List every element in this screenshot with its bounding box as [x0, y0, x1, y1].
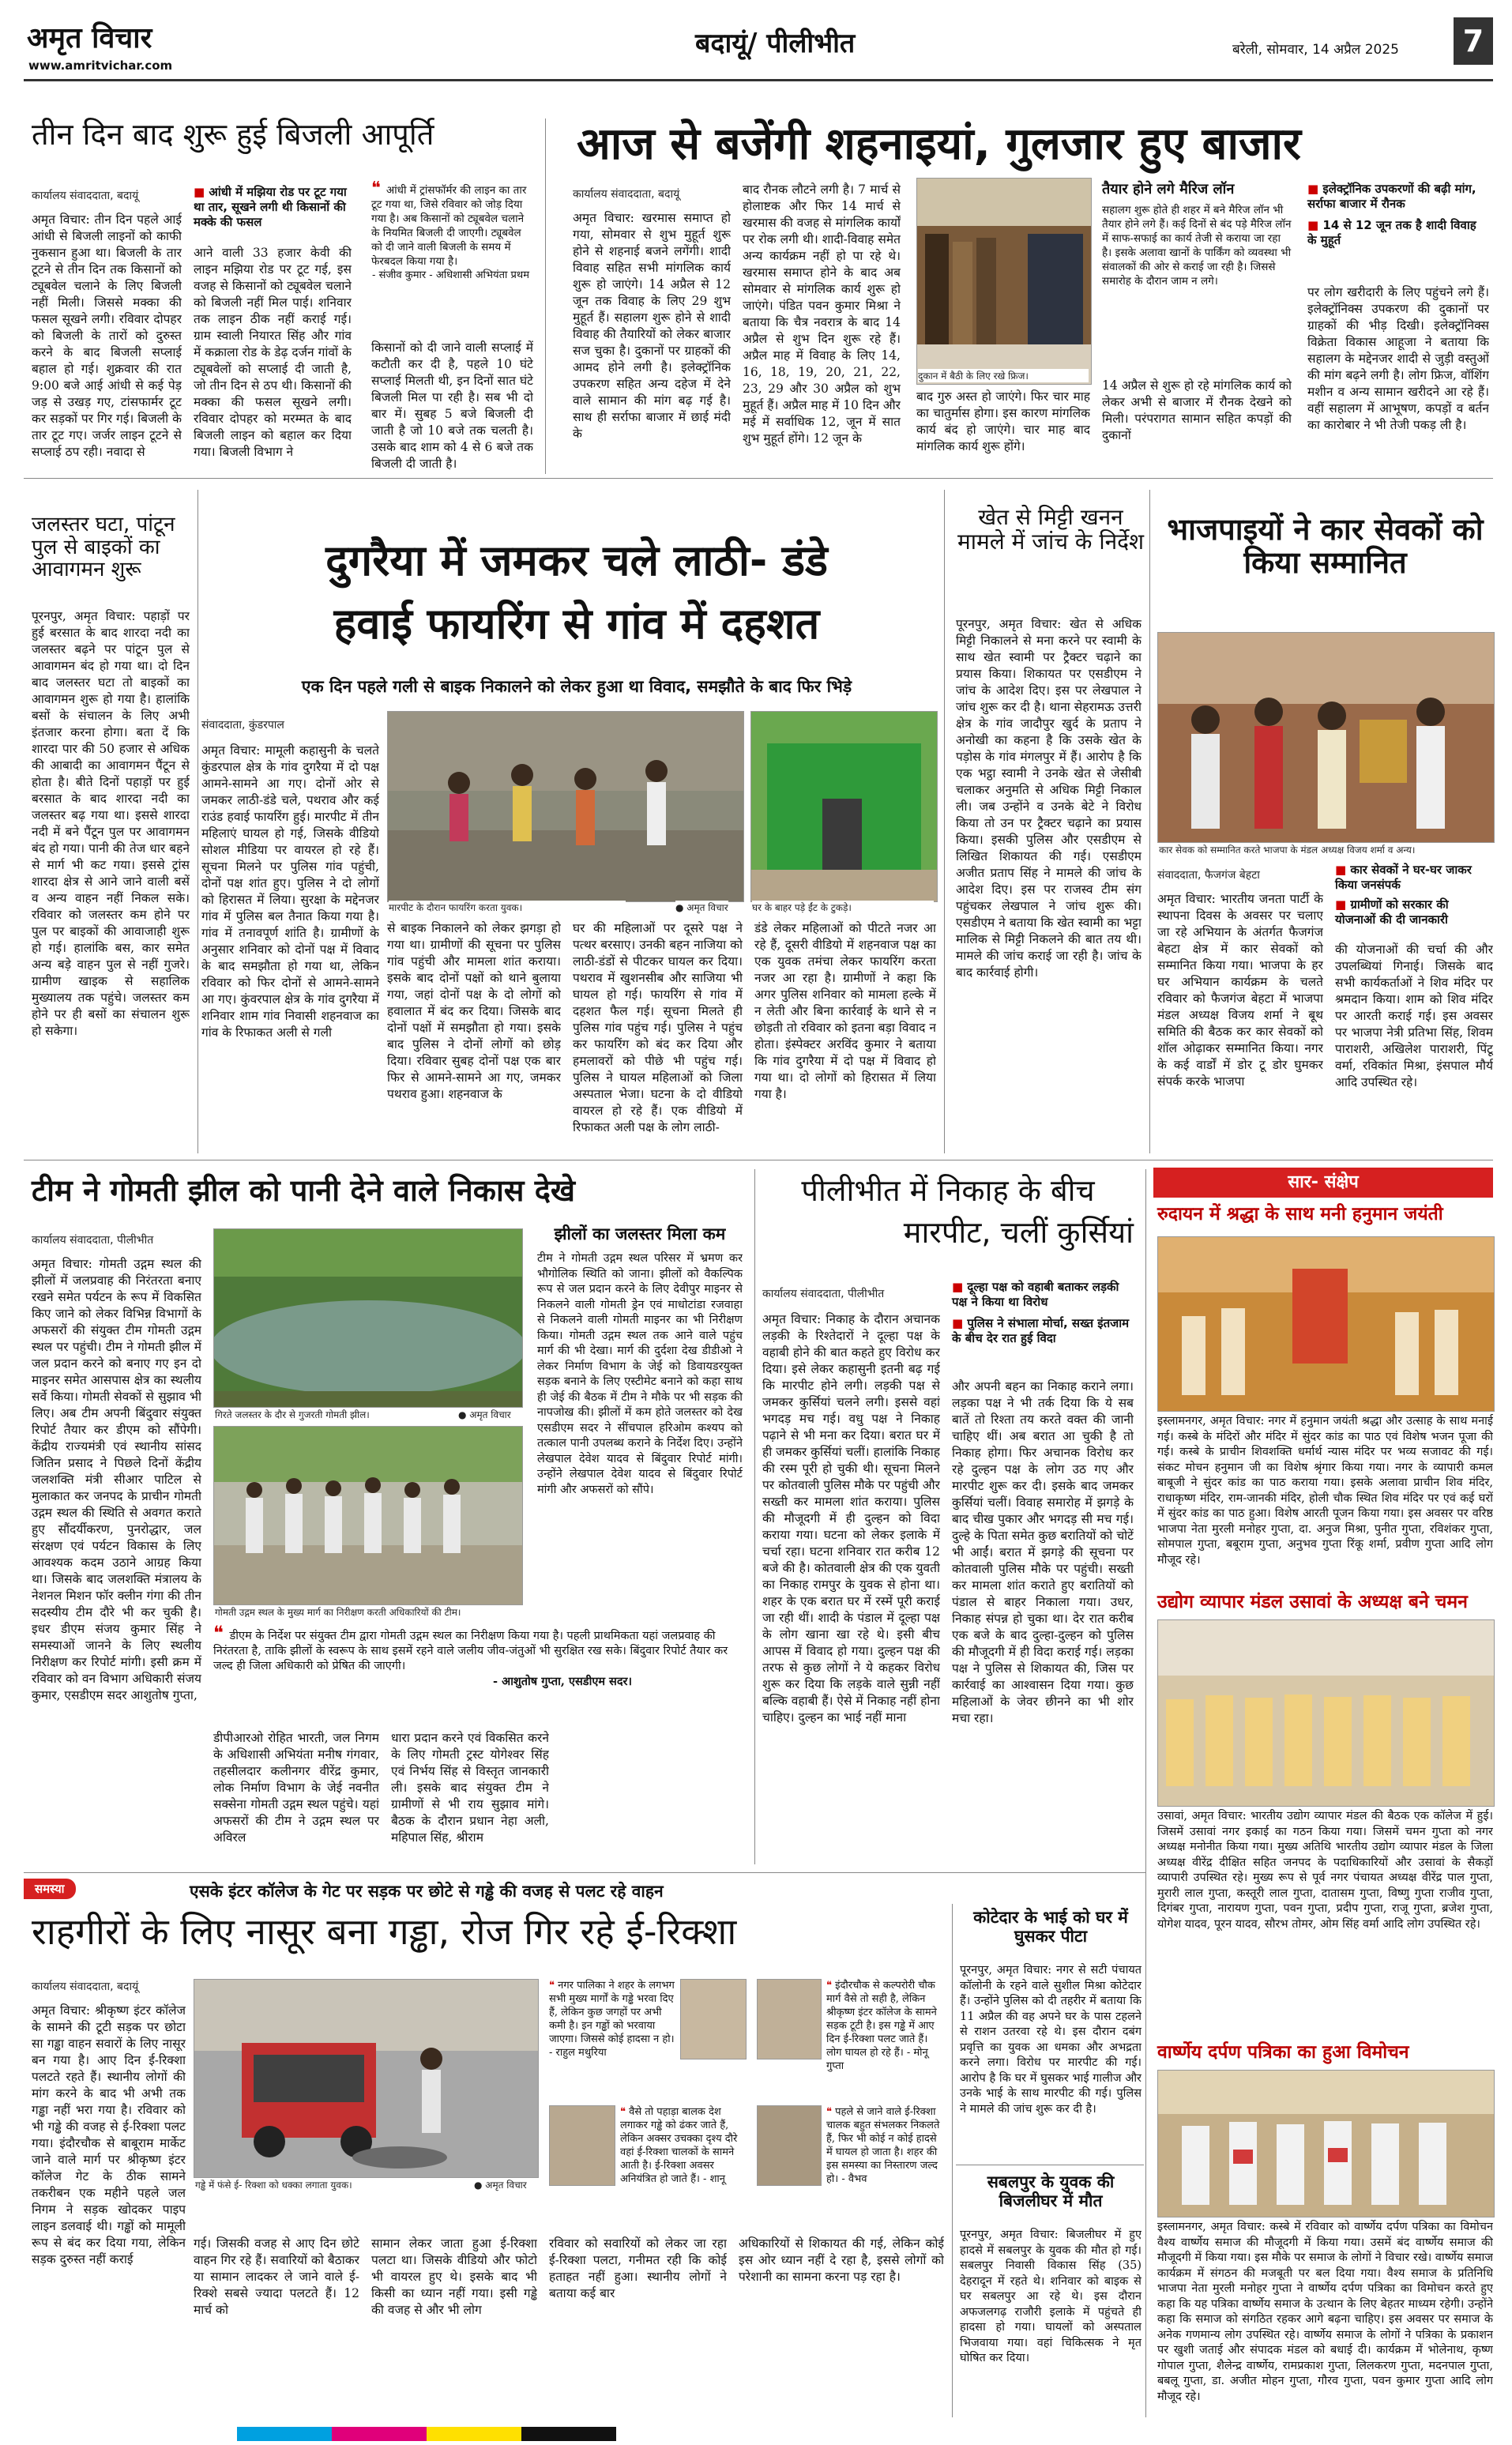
a6-photo-felicitation — [1157, 632, 1495, 843]
avatar — [757, 2105, 822, 2186]
a2-col1: अमृत विचार: खरमास समाप्त हो गया, सोमवार से शुभ मुहूर्त शुरू होने से शहनाई बजने लगेंगी। शादी विवाह सहित सभी मांगलिक कार्य शुरू हो जाएंगे। 14 अप्रैल से 12 जून तक विवाह के लिए 29 शुभ मुहूर्त हैं। सहालग शुरू होने से शादी विवाह की तैयारियों को लेकर बाजार सज चुका है। दुकानों पर ग्राहकों की आमद होने लगी है। इलेक्ट्रॉनिक उपकरण सहित अन्य दहेज में देने वाले सामान की मांग बढ़ गई है। साथ ही सर्राफा बाजार में छाई मंदी के — [573, 211, 731, 441]
a6-headline: भाजपाइयों ने कार सेवकों को किया सम्मानित — [1167, 512, 1484, 580]
a8-col1: अमृत विचार: निकाह के दौरान अचानक लड़की के रिश्तेदारों ने दूल्हा पक्ष के वहाबी होने की बात कहते हुए विरोध कर दिया। इसे लेकर कहासुनी इतनी बढ़ गई कि मारपीट होने लगी। लड़की पक्ष से जमकर कुर्सियां चलने लगी। इससे वहां भगदड़ मच गई। वधु पक्ष ने निकाह पढ़ाने से भी मना कर दिया। बरात घर में ही जमकर कुर्सियां चलीं। हालांकि निकाह की रस्म पूरी हो चुकी थी। सूचना मिलने पर कोतवाली पुलिस मौके पर पहुंची और सख्ती कर मामला शांत कराया। पुलिस की मौजूदगी में ही दुल्हन को विदा कराया गया। घटना को लेकर इलाके में चर्चा रहा। घटना शनिवार रात करीब 12 बजे की है। कोतवाली क्षेत्र की एक युवती का निकाह रामपुर के युवक से होना था। शहर के एक बरात घर में रस्में पूरी कराई जा रही थीं। शादी के पंडाल में दूल्हा पक्ष के लोग खाना खा रहे थे। इसी बीच आपस में विवाद हो गया। दुल्हन पक्ष की तरफ से कुछ लोगों ने ये कहकर विरोध शुरू कर दिया कि लड़के वाले सुन्नी नहीं बल्कि वहाबी हैं। ऐसे में निकाह नहीं होना चाहिए। दुल्हन का भाई नहीं माना — [762, 1312, 940, 1725]
a2-photo-shop — [916, 178, 1092, 385]
a8-col2: और अपनी बहन का निकाह कराने लगा। लड़का पक्ष ने भी तर्क दिया कि ये सब बातें तो रिश्ता तय करते वक्त की जानी चाहिए थीं। अब बरात आ चुकी है तो निकाह होगा। फिर अचानक विरोध कर रहे दुल्हन पक्ष के लोग उठ गए और मारपीट शुरू कर दी। इसके बाद जमकर कुर्सियां चलीं। विवाह समारोह में झगड़े के बाद चीख पुकार और भगदड़ सी मच गई। दुल्हे के पिता समेत कुछ बरातियों को चोटें भी आईं। बरात में झगड़े की सूचना पर कोतवाली पुलिस मौके पर पहुंची। सख्ती कर मामला शांत कराते हुए बरातियों को पंडाल से बाहर निकाला गया। उधर, निकाह संपन्न हो चुका था। देर रात करीब एक बजे के बाद दुल्हा-दुल्हन को पुलिस की मौजूदगी में ही विदा कराई गई। लड़का पक्ष ने पुलिस से शिकायत की, जिस पर कार्रवाई का आश्वासन दिया गया। कुछ महिलाओं के जेवर छीनने का भी शोर मचा रहा। — [952, 1379, 1134, 1725]
a4-headline-2: हवाई फायरिंग से गांव में दहशत — [333, 599, 820, 649]
sidebar-news1-head: रुदायन में श्रद्धा के साथ मनी हनुमान जयंती — [1157, 1204, 1443, 1224]
color-bar-magenta — [332, 2427, 427, 2441]
a3-col1: पूरनपुर, अमृत विचार: पहाड़ों पर हुई बरसात के बाद शारदा नदी का जलस्तर बढ़ने पर पांटून पुल से आवागमन बंद हो गया था। दो दिन बाद जलस्तर घटा तो बाइकों का आवागमन शुरू हो गया है। हालांकि बसों के संचालन के लिए अभी इंतजार करना होगा। बता दें कि शारदा पार की 50 हजार से अधिक की आबादी का आवागमन पैंटून से होता है। बीते दिनों पहाड़ों पर हुई बरसात के बाद शारदा नदी का जलस्तर बढ़ गया था। इससे शारदा नदी में बने पैंटून पुल पर आवागमन बंद हो गया। पानी की तेज धार बहने से मार्ग भी कट गया। इससे ट्रांस शारदा क्षेत्र से आने जाने वाली बसें व अन्य वाहन नहीं निकल सके। रविवार को जलस्तर कम होने पर पुल पर बाइकों की आवाजाही शुरू हो गई। हालांकि बस, कार समेत अन्य बड़े वाहन पुल से नहीं गुजरे। ग्रामीण खाइक से सहालिक मुख्यालय तक पहुंचे। जलस्तर कम होने पर ही बसों का संचालन शुरू हो सकेगा। — [32, 609, 190, 1038]
sidebar-news3-head: वार्ष्णेय दर्पण पत्रिका का हुआ विमोचन — [1157, 2042, 1409, 2063]
a4-subhead: एक दिन पहले गली से बाइक निकालने को लेकर हुआ था विवाद, समझौते के बाद फिर भिड़े — [301, 677, 852, 696]
street-fight-image — [388, 712, 743, 901]
a2-box-text: सहालग शुरू होते ही शहर में बने मैरिज लॉन भी तैयार होने लगे हैं। कई दिनों से बंद पड़े मैरिज लॉन में साफ-सफाई का कार्य तेजी से कराया जा रहा है। इसके अलावा खानों के पार्किंग को व्यवस्था भी संवालकों की ओर से कराई जा रही है। जिससे समारोह के दौरान जाम न लगे। — [1102, 203, 1292, 288]
a2-col2: बाद रौनक लौटने लगी है। 7 मार्च से होलाष्टक और फिर 14 मार्च से खरमास की वजह से मांगलिक कार्यों पर रोक लगी थी। शादी-विवाह समेत अन्य कार्यक्रम नहीं हो पा रहे थे। खरमास समाप्त होने के बाद अब सोमवार से मांगलिक कार्य शुरू हो जाएंगे। पंडित पवन कुमार मिश्रा ने बताया कि चैत्र नवरात्र के बाद 14 अप्रैल से शुभ दिन शुरू रहे हैं। अप्रैल माह में विवाह के लिए 14, 16, 18, 19, 20, 21, 22, 23, 29 और 30 अप्रैल को शुभ मुहूर्त हैं। अप्रैल माह में 10 दिन और मई में सर्वाधिक 12, जून में सात शुभ मुहूर्त होंगे। 12 जून के — [743, 182, 901, 446]
a9-quote-3: ❝ वैसे तो पहाड़ा बालक देश लगाकर गड्ढे को ढंकर जाते हैं, लेकिन अक्सर उचक्का दृश्य दौरे वहां ई-रिक्शा चालकों के सामने आती है। ई-रिक्शा अवसर अनियंत्रित हो जाते हैं। - शानू — [549, 2105, 750, 2224]
a4-col2: से बाइक निकालने को लेकर झगड़ा हो गया था। ग्रामीणों की सूचना पर पुलिस गांव पहुंची और मामला शांत कराया। इसके बाद दोनों पक्षों को थाने बुलाया गया, जहां दोनों पक्ष के दो लोगों को हवालात में बंद कर दिया। जिसके बाद दोनों पक्षों में समझौता हो गया। इसके बाद पुलिस ने दोनों लोगों को छोड़ दिया। रविवार सुबह दोनों पक्ष एक बार फिर से आमने-सामने आ गए, जमकर पथराव हुआ। शहनवाज के — [387, 921, 561, 1101]
a9-photo-pothole — [194, 1979, 539, 2178]
a7-caption-2: गोमती उद्गम स्थल के मुख्य मार्ग का निरीक्षण करती अधिकारियों की टीम। — [215, 1605, 523, 1619]
a1-col3: किसानों को दी जाने वाली सप्लाई में कटौती कर दी है, पहले 10 घंटे सप्लाई मिलती थी, इन दिनों सात घंटे बिजली मिल पा रही है। सब भी दो बार में। सुबह 5 बजे बिजली दी जाती है जो 10 बजे तक चलती है। उसके बाद शाम को 4 से 6 बजे तक बिजली दी जाती है। — [371, 340, 533, 471]
color-bar-cyan — [237, 2427, 332, 2441]
a1-col1: अमृत विचार: तीन दिन पहले आई आंधी से बिजली लाइनों को काफी नुकसान हुआ था। बिजली के तार टूटने से तीन दिन तक किसानों को ट्यूबवेल चलाने के लिए बिजली नहीं मिली। जिससे मक्का की फसल सूखने लगी। रविवार दोपहर को बिजली के तारों को दुरुस्त करने के बाद बिजली सप्लाई बहाल हो गई। शुक्रवार की रात 9:00 बजे आई आंधी से कई पेड़ जड़ से उखड़ गए, टांसफार्मर टूट कर सड़कों पर गिर गई। बिजली के तार टूट गए। जर्जर लाइन टूटने से सप्लाई ठप रही। नवादा से — [32, 213, 182, 459]
a4-photo-house — [750, 711, 938, 902]
a4-caption-1: मारपीट के दौरान फायरिंग करता युवक। — [389, 901, 626, 914]
a8-headline-1: पीलीभीत में निकाह के बीच — [801, 1173, 1095, 1208]
shop-interior-image — [917, 179, 1091, 384]
a3-headline: जलस्तर घटा, पांटून पुल से बाइकों का आवागमन शुरू — [32, 513, 175, 582]
felicitation-image — [1158, 633, 1494, 842]
a7-col3: धारा प्रदान करने एवं विकसित करने के लिए गोमती ट्रस्ट योगेश्वर सिंह एवं निर्भय सिंह से विस्तृत जानकारी ली। इसके बाद संयुक्त टीम ने ग्रामीणों से भी राय सुझाव मांगे। बैठक के दौरान प्रधान नेहा अली, महिपाल सिंह, श्रीराम — [391, 1731, 549, 1845]
a9-headline: राहगीरों के लिए नासूर बना गड्ढा, रोज गिर रहे ई-रिक्शा — [32, 1910, 737, 1953]
sidebar-photo-launch — [1157, 2070, 1495, 2217]
sidebar-news2-text: उसावां, अमृत विचार: भारतीय उद्योग व्यापार मंडल की बैठक एक कॉलेज में हुई। जिसमें उसावां नगर इकाई का गठन किया गया। जिसमें चमन गुप्ता को नगर अध्यक्ष मनोनीत किया गया। मुख्य अतिथि भारतीय उद्योग व्यापार मंडल के जिला अध्यक्ष वीरेंद्र दीक्षित सहित जनपद के पदाधिकारियों और उसावां के सैकड़ों व्यापारी उपस्थित रहे। मुख्य रूप से पूर्व नगर पंचायत अध्यक्ष वीरेंद्र पाल गुप्ता, मुरारी लाल गुप्ता, कस्तूरी लाल गुप्ता, दातासम गुप्ता, विष्णु गुप्ता राजीव गुप्ता, दिगंबर गुप्ता, नारायण गुप्ता, पवन गुप्ता, प्रदीप गुप्ता, राजू गुप्ता, ब्रजेश गुप्ता, योगेश यादव, पूरन यादव, सौरभ तोमर, ओम सिंह वर्मा आदि लोग उपस्थित रहे। — [1157, 1810, 1493, 1931]
avatar — [757, 1979, 822, 2059]
a7-byline: कार्यालय संवाददाता, पीलीभीत — [32, 1234, 154, 1247]
a4-byline: संवाददाता, कुंडरपाल — [201, 719, 284, 732]
a2-headline: आज से बजेंगी शहनाइयां, गुलजार हुए बाजार — [577, 118, 1301, 170]
traders-meeting-image — [1158, 1620, 1494, 1806]
a4-caption-2: घर के बाहर पड़े ईंट के टुकड़े। — [752, 901, 934, 914]
sidebar-band: सार- संक्षेप — [1153, 1168, 1493, 1198]
a8-byline: कार्यालय संवाददाता, पीलीभीत — [762, 1288, 885, 1300]
a7-caption-1: गिरते जलस्तर के दौर से गुजरती गोमती झील। — [215, 1408, 436, 1421]
avatar — [549, 2105, 615, 2186]
a7-quote-by: - आशुतोष गुप्ता, एसडीएम सदर। — [493, 1675, 632, 1688]
logo: अमृत विचार — [27, 22, 152, 55]
a4-caption-1-credit: ● अमृत विचार — [675, 902, 728, 913]
a1-quote-by: - संजीव कुमार - अधिशासी अभियंता प्रथम — [372, 269, 529, 281]
a6-col1: अमृत विचार: भारतीय जनता पार्टी के स्थापना दिवस के अवसर पर चलाए जा रहे अभियान के अंतर्गत फैजगंज बेहटा क्षेत्र में कार सेवकों को सम्मानित किया गया। भाजपा के हर घर अभियान कार्यक्रम के चलते रविवार को फैजगंज बेहटा में भाजपा मंडल अध्यक्ष विजय शर्मा ने बूथ समिति की बैठक कर कार सेवकों को शॉल ओढ़ाकर सम्मानित किया। नगर के कई वार्डों में डोर टू डोर घुमकर संपर्क करके भाजपा — [1157, 892, 1323, 1089]
sidebar-news3-text: इस्लामनगर, अमृत विचार: कस्बे में रविवार को वार्ष्णेय दर्पण पत्रिका का विमोचन वैश्य वार्ष्णेय समाज की मौजूदगी में किया गया। उसमें बंद वार्ष्णेय समाज की मौजूदगी में किया गया। इस मौके पर समाज के लोगों ने विचार रखे। वार्ष्णेय समाज कार्यक्रम में संगठन की मजबूती पर बल दिया गया। वैश्य समाज के प्रतिनिधि भाजपा नेता मुरली मनोहर गुप्ता ने वार्ष्णेय दर्पण पत्रिका का विमोचन करते हुए कहा कि यह पत्रिका वार्ष्णेय समाज के उत्थान के लिए बेहतर माध्यम रहेगी। उन्होंने कहा कि समाज को संगठित रहकर आगे बढ़ना चाहिए। इस अवसर पर समाज के अनेक गणमान्य लोग उपस्थित रहे। वार्ष्णेय समाज के लोगों ने पत्रिका के प्रकाशन पर खुशी जताई और संपादक मंडल को बधाई दी। कार्यक्रम में भोलेनाथ, कृष्ण गोपाल गुप्ता, शैलेन्द्र वार्ष्णेय, रामप्रकाश गुप्ता, लिलकरण गुप्ता, मदनपाल गुप्ता, बबलू गुप्ता, डा. अजीत मोहन गुप्ता, गौरव गुप्ता, पवन कुमार गुप्ता आदि लोग मौजूद रहे। — [1157, 2221, 1493, 2403]
page-number: 7 — [1454, 17, 1493, 65]
a7-headline: टीम ने गोमती झील को पानी देने वाले निकास देखे — [32, 1173, 575, 1208]
a2-box — [1102, 182, 1292, 288]
a4-col3: घर की महिलाओं पर दूसरे पक्ष ने पत्थर बरसाए। उनकी बहन नाजिया को लाठी-डंडों से पीटकर घायल कर दिया। पथराव में खुशनसीब और साजिया भी घायल हो गई। फायरिंग से गांव में दहशत फैल गई। सूचना मिलते ही पुलिस गांव पहुंच गई। पुलिस ने पहुंच कर फायरिंग को बंद कर दिया और हमलावरों को पीछे भी पहुंच गई। पुलिस ने घायल महिलाओं को जिला अस्पताल भेजा। घटना के दो वीडियो वायरल हो रहे हैं। एक वीडियो में रिफाकत अली पक्ष के लोग लाठी- — [573, 921, 743, 1134]
section-title: बदायूं/ पीलीभीत — [695, 28, 856, 59]
sidebar-news1-text: इस्लामनगर, अमृत विचार: नगर में हनुमान जयंती श्रद्धा और उत्साह के साथ मनाई गई। कस्बे के मंदिरों और मंदिर में सुंदर कांड का पाठ एवं विशेष भजन पूजा की गई। कस्बे के प्राचीन शिवशक्ति धर्मार्थ न्यास मंदिर पर भव्य सजावट की गई। संकट मोचन हनुमान जी का विशेष श्रृंगार किया गया। नगर के व्यापारी कमल बाबूजी ने सुंदर कांड का पाठ कराया गया। इसके अलावा प्राचीन शिव मंदिर, राधाकृष्ण मंदिर, राम-जानकी मंदिर, होली चौक स्थित शिव मंदिर पर एवं कई घरों में सुंदर कांड का पाठ हुआ। विशेष आरती पूजन किया गया। इस अवसर पर वरिष्ठ भाजपा नेता मुरली मनोहर गुप्ता, दा. अनुज मिश्रा, पुनीत गुप्ता, रविशंकर गुप्ता, सोमपाल गुप्ता, बबूराम गुप्ता, अनुभव गुप्ता रिंकू शर्मा, प्रवीण गुप्ता आदि लोग मौजूद रहे। — [1157, 1415, 1493, 1567]
a8-headline-2: मारपीट, चलीं कुर्सियां — [903, 1215, 1134, 1250]
a9-quote-1: ❝ नगर पालिका ने शहर के लगभग सभी मुख्य मार्गों के गड्ढे भरवा दिए हैं, लेकिन कुछ जगहों पर अभी कमी है। इन गड्ढों को भरवाया जाएगा। जिससे कोई हादसा न हो। - राहुल मथुरिया — [549, 1979, 750, 2097]
a2-box-head: तैयार होने लगे मैरिज लॉन — [1102, 181, 1235, 197]
a7-box-head: झीलों का जलस्तर मिला कम — [554, 1224, 726, 1243]
a7-col1: अमृत विचार: गोमती उद्गम स्थल की झीलों में जलप्रवाह की निरंतरता बनाए रखने समेत पर्यटन के रूप में विकसित किए जाने को लेकर विभिन्न विभागों के अफसरों की संयुक्त टीम गोमती उद्गम स्थल पर पहुंची। टीम ने गोमती झील में जल प्रदान करने को बनाए गए इन दो माइनर समेत आसपास क्षेत्र का स्थलीय सर्वे किया। गोमती सेवकों से सुझाव भी लिए। अब टीम अपनी बिंदुवार संयुक्त रिपोर्ट तैयार कर डीएम को सौंपेगी। केंद्रीय राज्यमंत्री एवं स्थानीय सांसद जितिन प्रसाद ने पिछले दिनों केंद्रीय जलशक्ति मंत्री सीआर पाटिल से मुलाकात कर जनपद के प्राचीन गोमती उद्गम स्थल की स्थिति से अवगत कराते हुए सौंदर्यीकरण, पुनरोद्धार, जल संरक्षण एवं पर्यटन विकास के लिए आवश्यक कदम उठाने आग्रह किया था। जिसके बाद जलशक्ति मंत्रालय के नेशनल मिशन फॉर क्लीन गंगा की तीन सदस्यीय टीम दौरे भी कर चुकी है। इधर डीएम संजय कुमार सिंह ने समस्याओं जानने के लिए स्थलीय निरीक्षण कर रिपोर्ट मांगी। इसी क्रम में रविवार को वन विभाग अधिकारी संजय कुमार, एसडीएम सदर आशुतोष गुप्ता, — [32, 1257, 201, 1702]
a9-caption-credit: ● अमृत विचार — [474, 2180, 527, 2191]
a1-headline: तीन दिन बाद शुरू हुई बिजली आपूर्ति — [32, 117, 434, 152]
a9-byline: कार्यालय संवाददाता, बदायूं — [32, 1980, 139, 1993]
a4-col1: अमृत विचार: मामूली कहासुनी के चलते कुंडरपाल क्षेत्र के गांव दुगरैया में दो पक्ष आमने-सामने आ गए। दोनों ओर से जमकर लाठी-डंडे चले, पथराव और कई राउंड हवाई फायरिंग हुई। मारपीट में तीन महिलाएं घायल हो गई, जिसके वीडियो सोशल मीडिया पर वायरल हो रहे हैं। सूचना मिलने पर पुलिस गांव पहुंची, दोनों पक्ष शांत हुए। पुलिस ने दो लोगों को हिरासत में लिया। सुरक्षा के मद्देनजर गांव में पुलिस बल तैनात किया गया है। गांव में तनावपूर्ण शांति है। ग्रामीणों के अनुसार शनिवार को दोनों पक्ष में विवाद के बाद समझौता हो गया था, लेकिन रविवार को फिर दोनों से आमने-सामने आ गए। कुंवरपाल क्षेत्र के गांव दुगरैया में शनिवार शाम गांव निवासी शहनवाज का गांव के रिफाकत अली से गली — [201, 743, 379, 1040]
a9-quote-2: ❝ इंदौरचौक से कल्परोरी चौक मार्ग वैसे तो सही है, लेकिन श्रीकृष्ण इंटर कॉलेज के सामने सड़क टूटी है। इस गड्ढे में आए दिन ई-रिक्शा पलट जाते हैं। लोग घायल हो रहे हैं। - मोनू गुप्ता — [757, 1979, 946, 2097]
a9-subhead: एसके इंटर कॉलेज के गेट पर सड़क पर छोटे से गड्ढे की वजह से पलट रहे वाहन — [190, 1882, 664, 1901]
a4-photo-fight — [387, 711, 744, 902]
a7-col2: डीपीआरओ रोहित भारती, जल निगम के अधिशासी अभियंता मनीष गंगवार, तहसीलदार कलीनगर वीरेंद्र कुमार, लोक निर्माण विभाग के जेई नवनीत सक्सेना गोमती उद्गम स्थल पहुंचे। यहां अफसरों की टीम ने उद्गम स्थल पर अविरल — [213, 1731, 379, 1845]
a6-byline: संवाददाता, फैजगंज बेहटा — [1157, 869, 1260, 882]
a6-bullets: ■ कार सेवकों ने घर-घर जाकर किया जनसंपर्क ■ ग्रामीणों को सरकार की योजनाओं की दी जानकारी — [1335, 863, 1472, 927]
magazine-launch-image — [1158, 2071, 1494, 2217]
a5-headline: खेत से मिट्टी खनन मामले में जांच के निर्देश — [957, 504, 1145, 555]
erickshaw-pothole-image — [194, 1980, 538, 2177]
a9-col3: सामान लेकर जाता हुआ ई-रिक्शा पलटा था। जिसके वीडियो और फोटो भी वायरल हुए थे। इसके बाद भी किसी का ध्यान नहीं गया। इसी गड्ढे की वजह से और भी लोग — [371, 2236, 537, 2317]
a7-photo-lake — [213, 1228, 523, 1408]
color-bar-black — [521, 2427, 616, 2441]
color-bar-yellow — [427, 2427, 521, 2441]
a2-bullets: ■ इलेक्ट्रॉनिक उपकरणों की बढ़ी मांग, सर्राफा बाजार में रौनक ■ 14 से 12 जून तक है शादी विवाह के मुहूर्त — [1307, 182, 1476, 247]
a1-bullet: ■ आंधी में मझिया रोड पर टूट गया था तार, सूखने लगी थी किसानों की मक्के की फसल — [194, 185, 347, 229]
a5-col1: पूरनपुर, अमृत विचार: खेत से अधिक मिट्टी निकालने से मना करने पर स्वामी के साथ खेत स्वामी पर ट्रैक्टर चढ़ाने का प्रयास किया। शिकायत पर एसडीएम ने जांच के आदेश दिए। इस पर लेखपाल ने जांच शुरू कर दी है। थाना सेहरामऊ उत्तरी क्षेत्र के गांव जादौपुर खुर्द के प्रताप ने अनोखी का कहना है कि उसके खेत के पड़ोस के गांव मंगलपुर में हैं। आरोप है कि एक भट्ठा स्वामी ने उनके खेत से जेसीबी चलाकर अनुमति से अधिक मिट्टी निकाल ली। जब उन्होंने व उनके बेटे ने विरोध किया तो उन पर ट्रैक्टर चढ़ाने का प्रयास किया। इसकी पुलिस और एसडीएम से लिखित शिकायत की गई। एसडीएम अजीत प्रताप सिंह ने मामले की जांच के आदेश दिए। इस पर राजस्व टीम संग पहुंचकर लेखपाल ने जांच शुरू की। एसडीएम ने बताया कि खेत स्वामी का भट्टा मालिक से मिट्टी निकलने की बात तय थी। मामले की जांच कराई जा रही है। जांच के बाद कार्रवाई होगी। — [956, 617, 1142, 980]
a2-caption: दुकान में बैठी के लिए रखे फ्रिज। — [918, 369, 1089, 382]
a7-caption-1-credit: ● अमृत विचार — [458, 1409, 511, 1420]
avatar — [680, 1979, 747, 2059]
a9-col2: गई। जिसकी वजह से आए दिन छोटे वाहन गिर रहे हैं। सवारियों को बैठाकर या सामान लादकर ले जाने वाले ई-रिक्शे सबसे ज्यादा पलटते हैं। 12 मार्च को — [194, 2236, 359, 2317]
sidebar-news2-head: उद्योग व्यापार मंडल उसावां के अध्यक्ष बने चमन — [1157, 1592, 1468, 1612]
a4-col4: डंडे लेकर महिलाओं को पीटते नजर आ रहे हैं, दूसरी वीडियो में शहनवाज पक्ष का एक युवक तमंचा लेकर फायरिंग करता नजर आ रहा है। ग्रामीणों ने कहा कि अगर पुलिस शनिवार को मामला हल्के में न लेती और बिना कार्रवाई के थाने से न छोड़ती तो रविवार को इतना बड़ा विवाद न होता। इंस्पेक्टर अरविंद कुमार ने बताया कि गांव दुगरैया में दो पक्ष में विवाद हो गया था। दो लोगों को हिरासत में लिया गया है। — [754, 921, 936, 1101]
a1-byline: कार्यालय संवाददाता, बदायूं — [32, 190, 139, 202]
a6-col2: की योजनाओं की चर्चा की और उपलब्धियां गिनाई। जिसके बाद सभी कार्यकर्ताओं ने शिव मंदिर पर श्रमदान किया। शाम को शिव मंदिर पर आरती कराई गई। इस अवसर पर भाजपा नेत्री प्रतिभा सिंह, शिवम पाराशरी, अखिलेश पाराशरी, पिंटू वर्मा, रविकांत मिश्रा, इंसपाल मौर्य आदि उपस्थित रहे। — [1335, 942, 1493, 1089]
a1-col2: आने वाली 33 हजार केवी की लाइन मझिया रोड पर टूट गई, इस वजह से किसानों को ट्यूबवेल चलाने को बिजली नहीं मिल पाई। शनिवार तक लाइन ठीक नहीं कराई गई। ग्राम स्वाली नियारत सिंह और गांव में कक्राला रोड के डेढ़ दर्जन गांवों के ट्यूबवेलों को सप्लाई दी जाती है, जो तीन दिन से ठप थी। किसानों की मक्का की फसल सूखने लगी। रविवार दोपहर को मरम्मत के बाद बिजली लाइन को बहाल कर दिया गया। बिजली विभाग ने — [194, 246, 352, 459]
a6-caption: कार सेवक को सम्मानित करते भाजपा के मंडल अध्यक्ष विजय शर्मा व अन्य। — [1159, 843, 1491, 856]
house-exterior-image — [751, 712, 937, 901]
a7-quote: ❝ डीएम के निर्देश पर संयुक्त टीम द्वारा गोमती उद्गम स्थल का निरीक्षण किया गया है। पहली प्राथमिकता यहां जलप्रवाह की निरंतरता है, ताकि झीलों के स्वरूप के साथ इसमें रहने वाले जलीय जीव-जंतुओं भी सुरक्षित रख सके। बिंदुवार रिपोर्ट तैयार कर जल्द ही जिला अधिकारी को प्रेषित की जाएगी। - आशुतोष गुप्ता, एसडीएम सदर। — [213, 1622, 728, 1688]
a11-col1: पूरनपुर, अमृत विचार: बिजलीघर में हुए हादसे में सबलपुर के युवक की मौत हो गई। सबलपुर निवासी विकास सिंह (35) देहरादून में रहते थे। शनिवार को बाइक से घर सबलपुर आ रहे थे। इस दौरान अफजलगढ़ राजौरी इलाके में पहुंचते ही हादसा हो गया। घायलों को अस्पताल भिजवाया गया। वहां चिकित्सक ने मृत घोषित कर दिया। — [960, 2229, 1142, 2364]
hanuman-jayanti-image — [1158, 1237, 1494, 1411]
a4-headline-1: दुगरैया में जमकर चले लाठी- डंडे — [325, 536, 828, 585]
a2-col5: पर लोग खरीदारी के लिए पहुंचने लगे हैं। इलेक्ट्रॉनिक्स उपकरण की दुकानों पर ग्राहकों की भीड़ दिखी। इलेक्ट्रॉनिक्स विक्रेता विकास आहूजा ने बताया कि सहालग के मद्देनजर शादी से जुड़ी वस्तुओं की मांग बढ़ने लगी है। लोग फ्रिज, वॉशिंग मशीन व अन्य सामान खरीदने आ रहे हैं। वहीं सहालग में आभूषण, कपड़ों व बर्तन का कारोबार ने भी तेजी पकड़ ली है। — [1307, 285, 1489, 432]
site-url[interactable]: www.amritvichar.com — [28, 58, 173, 73]
a9-quotes-2 — [757, 1979, 946, 2224]
a2-col4: 14 अप्रैल से शुरू हो रहे मांगलिक कार्य को लेकर अभी से बाजार में रौनक देखने को मिली। परंपरागत सामान सहित कपड़ों की दुकानों — [1102, 378, 1292, 442]
lake-image — [214, 1229, 522, 1407]
a9-caption: गड्ढे में फंसे ई- रिक्शा को धक्का लगाता युवक। — [195, 2178, 448, 2191]
a11-headline: सबलपुर के युवक की बिजलीघर में मौत — [987, 2172, 1115, 2211]
a7-box-text: टीम ने गोमती उद्गम स्थल परिसर में भ्रमण कर भौगोलिक स्थिति को जाना। झीलों को वैकल्पिक रूप से जल प्रदान करने के लिए देवीपुर माइनर से निकलने वाली गोमती ड्रेन एवं माधोटांडा रजवाहा से निकलने वाली गोमती माइनर का भी निरीक्षण किया। गोमती उद्गम स्थल तक आने वाले पहुंच मार्ग की भी देखा। मार्ग की दुर्दशा देख डीडीओ ने लेकर निर्माण विभाग के जेई को डिवायडरयुक्त सड़क बनाने के लिए एस्टीमेट बनाने को कहा साथ ही जेई की बैठक में टीम ने मौके पर भी सड़क की नापजोख की। झीलों में कम होते जलस्तर को देख एसडीएम सदर ने सींचपाल हरिओम कश्यप को तत्काल पानी उपलब्ध कराने के निर्देश दिए। उन्होंने लेखपाल देवेश यादव से बिंदुवार रिपोर्ट मांगी। उन्होंने लेखपाल देवेश यादव से बिंदुवार रिपोर्ट मांगी और अफसरों को सौंपे। — [537, 1252, 743, 1496]
a2-byline: कार्यालय संवाददाता, बदायूं — [573, 188, 680, 201]
officials-inspection-image — [214, 1427, 522, 1604]
a7-box — [537, 1224, 743, 1595]
dateline: बरेली, सोमवार, 14 अप्रैल 2025 — [1232, 42, 1399, 58]
a9-quote-4: ❝ पहले से जाने वाले ई-रिक्शा चालक बहुत संभलकर निकलते हैं, फिर भी कोई न कोई हादसे में घायल हो जाता है। शहर की इस समस्या का निस्तारण जल्द हो। - वैभव — [757, 2105, 946, 2224]
a7-photo-inspection — [213, 1426, 523, 1605]
a9-col1: अमृत विचार: श्रीकृष्ण इंटर कॉलेज के सामने की टूटी सड़क पर छोटा सा गड्ढा वाहन सवारों के लिए नासूर बन गया है। आए दिन ई-रिक्शा पलटते रहते हैं। स्थानीय लोगों की मांग करने के बाद भी अभी तक गड्ढा नहीं भरा गया है। रविवार को भी गड्ढे की वजह से ई-रिक्शा पलट गया। इंदौरचौक से बाबूराम मार्केट जाने वाले मार्ग पर श्रीकृष्ण इंटर कॉलेज गेट के ठीक सामने तकरीबन एक महीने पहले जल निगम ने सड़क खोदकर पाइप लाइन डलवाई थी। गड्ढों को मामूली रूप से बंद कर दिया गया, लेकिन सड़क दुरुस्त नहीं कराई — [32, 2003, 186, 2266]
a9-quotes — [549, 1979, 750, 2224]
a9-tag: समस्या — [24, 1879, 76, 1899]
a10-col1: पूरनपुर, अमृत विचार: नगर से सटी पंचायत कॉलोनी के रहने वाले सुशील मिश्रा कोटेदार हैं। उन्होंने पुलिस को दी तहरीर में बताया कि 11 अप्रैल की वह अपने घर के पास टहलने से राशन उतरवा रहे थे। इस दौरान दबंग प्रवृत्ति का युवक आ धमका और अभद्रता करने लगा। विरोध पर मारपीट की गई। आरोप है कि घर में घुसकर भाई गालीज और उनके भाई के साथ मारपीट की गई। पुलिस ने मामले की जांच शुरू कर दी है। — [960, 1964, 1142, 2116]
a9-col5: अधिकारियों से शिकायत की गई, लेकिन कोई इस ओर ध्यान नहीं दे रहा है, इससे लोगों को परेशानी का सामना करना पड़ रहा है। — [739, 2236, 944, 2284]
sidebar-photo-temple — [1157, 1236, 1495, 1412]
sidebar-photo-meeting — [1157, 1619, 1495, 1807]
a1-quote: ❝ आंधी में ट्रांसफॉर्मर की लाइन का तार टूट गया था, जिसे रविवार को जोड़ दिया गया है। अब किसानों को ट्यूबवेल चलाने के नियमित बिजली दी जाएगी। ट्यूबवेल को दी जाने वाली बिजली के समय में फेरबदल किया गया है। - संजीव कुमार - अधिशासी अभियंता प्रथम — [371, 179, 529, 281]
a9-col4: रविवार को सवारियों को लेकर जा रहा ई-रिक्शा पलटा, गनीमत रही कि कोई हताहत नहीं हुआ। स्थानीय लोगों ने बताया कई बार — [549, 2236, 727, 2300]
a2-col3: बाद गुरु अस्त हो जाएंगे। फिर चार माह का चातुर्मास होगा। इस कारण मांगलिक कार्य बंद हो जाएंगे। चार माह बाद मांगलिक कार्य शुरू होंगे। — [916, 389, 1090, 453]
a8-bullets: ■ दूल्हा पक्ष को वहाबी बताकर लड़की पक्ष ने किया था विरोध ■ पुलिस ने संभाला मोर्चा, सख्त इंतजाम के बीच देर रात हुई विदा — [952, 1280, 1130, 1345]
a10-headline: कोटेदार के भाई को घर में घुसकर पीटा — [973, 1908, 1128, 1947]
